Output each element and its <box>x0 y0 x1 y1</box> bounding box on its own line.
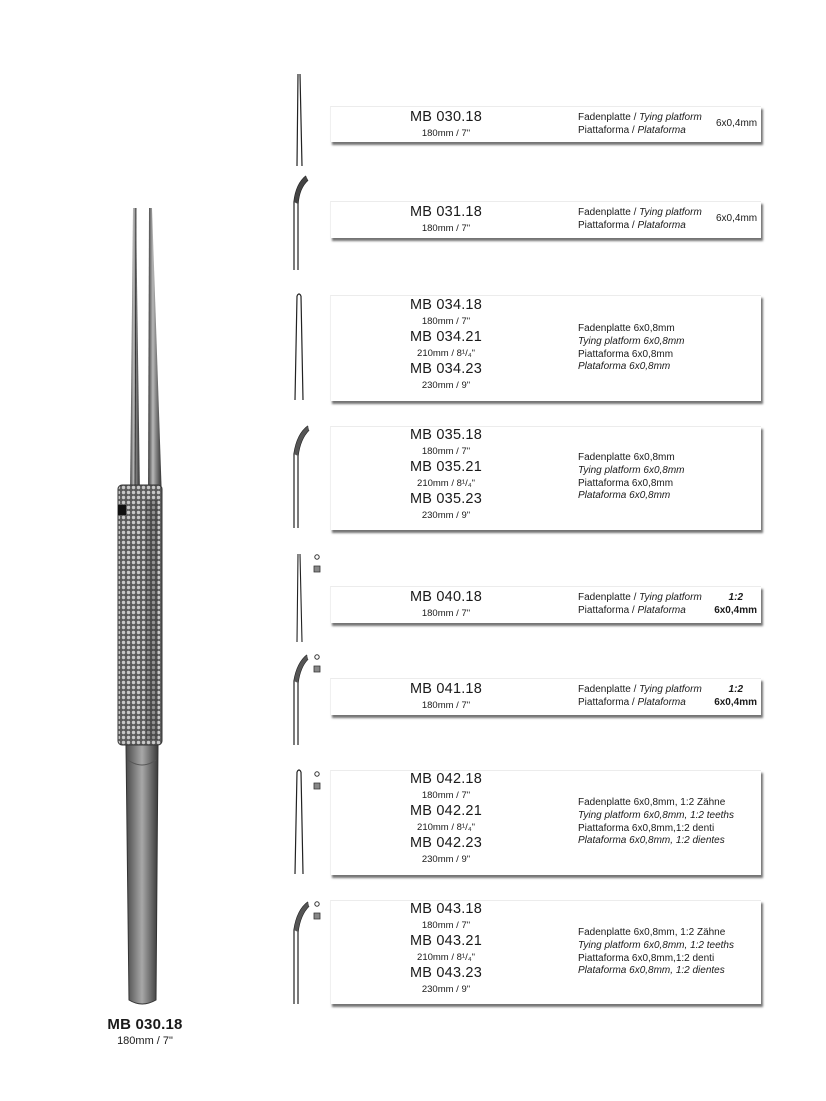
desc-en: Tying platform <box>639 592 702 603</box>
platform-size: 6x0,4mm <box>716 213 758 224</box>
product-code: MB 041.18 <box>410 681 482 697</box>
teeth-ratio: 1:2 <box>728 592 743 603</box>
product-code: MB 040.18 <box>410 589 482 605</box>
desc-en: Tying platform 6x0,8mm <box>578 464 685 476</box>
desc-es: Plataforma 6x0,8mm <box>578 490 671 502</box>
desc-es: Plataforma 6x0,8mm <box>578 361 671 373</box>
product-card <box>330 201 761 238</box>
straight-tip-illustration <box>286 768 312 878</box>
product-codes <box>331 589 561 621</box>
desc-it: Piattaforma / <box>578 696 638 708</box>
product-size: 180mm / 7" <box>421 608 471 619</box>
desc-es: Plataforma 6x0,8mm, 1:2 dientes <box>578 835 725 847</box>
desc-en: Tying platform 6x0,8mm, 1:2 teeths <box>578 939 734 951</box>
curved-tip-illustration <box>286 422 312 532</box>
product-code: MB 043.21 <box>410 933 482 949</box>
product-size: 230mm / 9" <box>421 380 471 391</box>
desc-it: Piattaforma / <box>578 124 638 136</box>
featured-size: 180mm / 7" <box>117 1035 173 1047</box>
product-card <box>330 426 761 530</box>
product-size: 180mm / 7" <box>421 790 471 801</box>
platform-size: 6x0,4mm <box>714 605 757 616</box>
product-codes <box>331 297 561 393</box>
product-description <box>578 112 702 138</box>
desc-de: Fadenplatte 6x0,8mm <box>578 323 675 334</box>
product-code: MB 030.18 <box>410 109 482 125</box>
product-size: 230mm / 9" <box>421 510 471 521</box>
teeth-detail-icon <box>312 770 322 792</box>
teeth-detail-icon <box>312 553 322 575</box>
featured-caption <box>60 1016 230 1047</box>
product-codes <box>331 901 561 997</box>
product-size: 210mm / 8¹/₄" <box>417 952 475 963</box>
desc-it: Piattaforma / <box>578 604 638 616</box>
product-size: 210mm / 8¹/₄" <box>417 822 475 833</box>
straight-tip-illustration <box>286 292 312 404</box>
product-size: 210mm / 8¹/₄" <box>417 348 475 359</box>
desc-de: Fadenplatte 6x0,8mm, 1:2 Zähne <box>578 797 726 808</box>
product-codes <box>331 427 561 523</box>
product-code: MB 043.18 <box>410 901 482 917</box>
product-card <box>330 678 761 715</box>
product-description <box>578 323 685 374</box>
product-code: MB 043.23 <box>410 965 482 981</box>
product-codes <box>331 204 561 236</box>
featured-code: MB 030.18 <box>107 1016 183 1033</box>
product-size: 180mm / 7" <box>421 128 471 139</box>
desc-es: Plataforma 6x0,8mm, 1:2 dientes <box>578 965 725 977</box>
desc-de: Fadenplatte / <box>578 592 640 603</box>
product-code: MB 034.21 <box>410 329 482 345</box>
desc-it: Piattaforma / <box>578 219 638 231</box>
straight-tip-illustration <box>286 70 312 170</box>
product-code: MB 034.18 <box>410 297 482 313</box>
product-card <box>330 586 761 623</box>
desc-es: Plataforma <box>637 219 686 231</box>
product-codes <box>331 681 561 713</box>
desc-en: Tying platform 6x0,8mm <box>578 335 685 347</box>
forceps-illustration <box>96 200 186 1010</box>
desc-de: Fadenplatte / <box>578 112 640 123</box>
desc-it: Piattaforma 6x0,8mm,1:2 denti <box>578 952 715 964</box>
product-card <box>330 106 761 142</box>
product-size: 180mm / 7" <box>421 223 471 234</box>
product-codes <box>331 771 561 867</box>
product-description <box>578 927 734 978</box>
product-size: 210mm / 8¹/₄" <box>417 478 475 489</box>
platform-size: 6x0,4mm <box>716 118 758 129</box>
teeth-detail-icon <box>312 900 322 922</box>
product-description <box>578 207 702 233</box>
desc-de: Fadenplatte 6x0,8mm <box>578 452 675 463</box>
product-size: 180mm / 7" <box>421 920 471 931</box>
product-code: MB 031.18 <box>410 204 482 220</box>
product-description <box>578 684 702 710</box>
product-code: MB 042.18 <box>410 771 482 787</box>
desc-es: Plataforma <box>637 124 686 136</box>
product-size: 180mm / 7" <box>421 446 471 457</box>
product-code: MB 035.23 <box>410 491 482 507</box>
desc-es: Plataforma <box>637 604 686 616</box>
desc-en: Tying platform 6x0,8mm, 1:2 teeths <box>578 809 734 821</box>
product-code: MB 042.23 <box>410 835 482 851</box>
product-size: 230mm / 9" <box>421 854 471 865</box>
desc-es: Plataforma <box>637 696 686 708</box>
curved-tip-illustration <box>286 651 312 749</box>
product-description <box>578 797 734 848</box>
desc-de: Fadenplatte 6x0,8mm, 1:2 Zähne <box>578 927 726 938</box>
curved-tip-illustration <box>286 898 312 1008</box>
desc-it: Piattaforma 6x0,8mm <box>578 348 674 360</box>
product-size: 180mm / 7" <box>421 700 471 711</box>
product-code: MB 042.21 <box>410 803 482 819</box>
curved-tip-illustration <box>286 172 312 274</box>
desc-it: Piattaforma 6x0,8mm,1:2 denti <box>578 822 715 834</box>
product-card <box>330 770 761 875</box>
platform-size: 6x0,4mm <box>714 697 757 708</box>
desc-it: Piattaforma 6x0,8mm <box>578 477 674 489</box>
product-description <box>578 592 702 618</box>
desc-de: Fadenplatte / <box>578 207 640 218</box>
product-codes <box>331 109 561 141</box>
product-size: 180mm / 7" <box>421 316 471 327</box>
desc-de: Fadenplatte / <box>578 684 640 695</box>
teeth-detail-icon <box>312 653 322 675</box>
teeth-ratio: 1:2 <box>728 684 743 695</box>
product-card <box>330 900 761 1004</box>
product-description <box>578 452 685 503</box>
desc-en: Tying platform <box>639 207 702 218</box>
product-code: MB 035.18 <box>410 427 482 443</box>
product-code: MB 034.23 <box>410 361 482 377</box>
product-card <box>330 295 761 401</box>
straight-tip-illustration <box>286 550 312 646</box>
product-code: MB 035.21 <box>410 459 482 475</box>
desc-en: Tying platform <box>639 112 702 123</box>
desc-en: Tying platform <box>639 684 702 695</box>
product-size: 230mm / 9" <box>421 984 471 995</box>
